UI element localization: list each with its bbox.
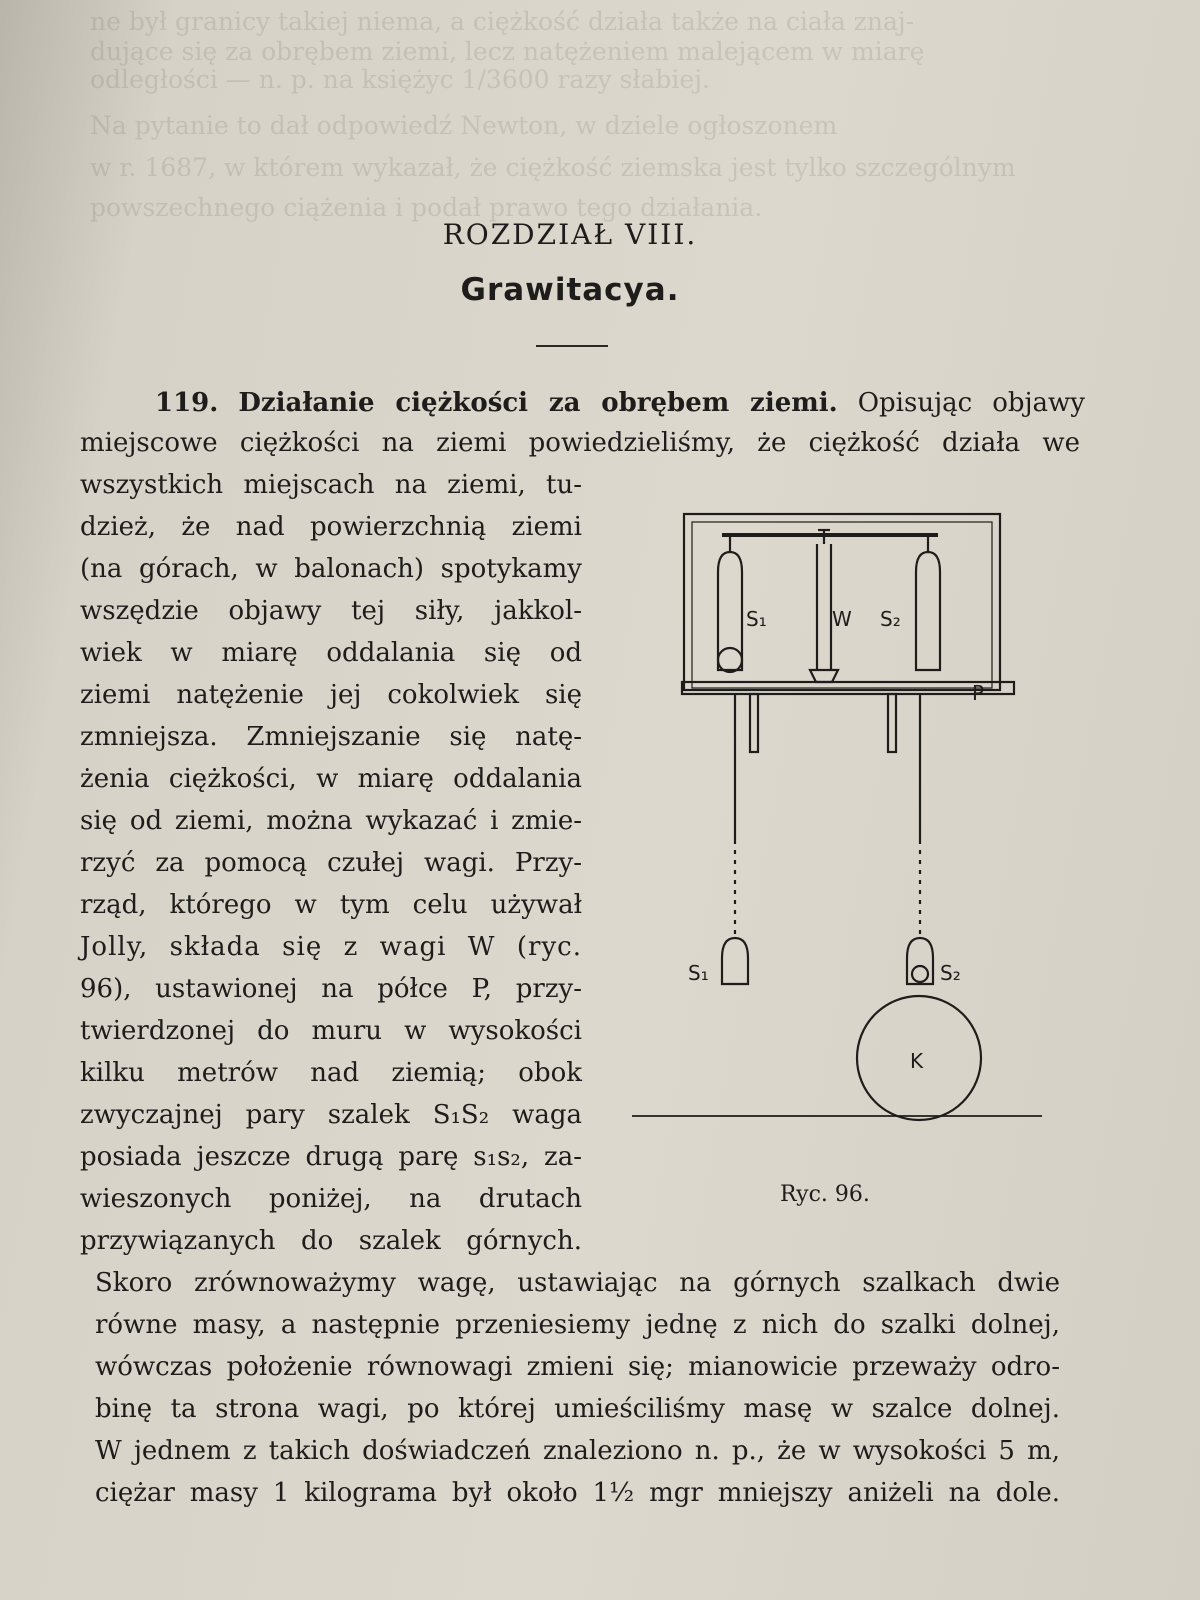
bleed-through-line: w r. 1687, w którem wykazał, że ciężkość ziemska jest tylko szczególnym [90, 153, 1016, 182]
paragraph-line: wiek w miarę oddalania się od [80, 638, 582, 668]
section-lead: Opisując objawy [857, 388, 1086, 418]
paragraph-line: rzyć za pomocą czułej wagi. Przy- [80, 848, 582, 878]
label-lower-right-pan: S₂ [940, 961, 961, 985]
chapter-title: Grawitacya. [460, 272, 680, 308]
paragraph-line: przywiązanych do szalek górnych. [80, 1226, 582, 1256]
paragraph-line: W jednem z takich doświadczeń znaleziono n. p., że w wysokości 5 m, [95, 1436, 1060, 1466]
lower-left-pan [722, 938, 748, 984]
paragraph-line: posiada jeszcze drugą parę s₁s₂, za- [80, 1142, 582, 1172]
label-shelf: P [972, 681, 985, 705]
bleed-through-line: odległości — n. p. na księżyc 1/3600 razy słabiej. [90, 65, 710, 94]
section-heading-line [155, 388, 1085, 418]
title-rule [536, 345, 608, 347]
paragraph-line: wówczas położenie równowagi zmieni się; mianowicie przeważy odro- [95, 1352, 1060, 1382]
paragraph-line: rząd, którego w tym celu używał [80, 890, 582, 920]
paragraph-line: ciężar masy 1 kilograma był około 1½ mgr mniejszy aniżeli na dole. [95, 1478, 1060, 1508]
paragraph-line: żenia ciężkości, w miarę oddalania [80, 764, 582, 794]
paragraph-line: dzież, że nad powierzchnią ziemi [80, 512, 582, 542]
paragraph-line: Skoro zrównoważymy wagę, ustawiając na górnych szalkach dwie [95, 1268, 1060, 1298]
label-balance: W [832, 607, 852, 631]
paragraph-line: się od ziemi, można wykazać i zmie- [80, 806, 582, 836]
paragraph-line: Jolly, składa się z wagi W (ryc. [80, 932, 582, 962]
paragraph-line: kilku metrów nad ziemią; obok [80, 1058, 582, 1088]
paragraph-line: wieszonych poniżej, na drutach [80, 1184, 582, 1214]
paragraph-line: ziemi natężenie jej cokolwiek się [80, 680, 582, 710]
paragraph-line: zwyczajnej pary szalek S₁S₂ waga [80, 1100, 582, 1130]
section-number: 119. [155, 388, 219, 418]
paragraph-line: twierdzonej do muru w wysokości [80, 1016, 582, 1046]
jolly-balance-figure [622, 510, 1072, 1140]
paragraph-line: wszystkich miejscach na ziemi, tu- [80, 470, 582, 500]
paragraph-line: binę ta strona wagi, po której umieściliśmy masę w szalce dolnej. [95, 1394, 1060, 1424]
bleed-through-line: ne był granicy takiej niema, a ciężkość działa także na ciała znaj- [90, 7, 915, 36]
figure-caption: Ryc. 96. [780, 1182, 870, 1207]
paragraph-line: miejscowe ciężkości na ziemi powiedzieliśmy, że ciężkość działa we [80, 428, 1080, 458]
balance-case [684, 514, 1000, 690]
label-upper-left-pan: S₁ [746, 607, 767, 631]
paragraph-line: wszędzie objawy tej siły, jakkol- [80, 596, 582, 626]
paragraph-line: równe masy, a następnie przeniesiemy jednę z nich do szalki dolnej, [95, 1310, 1060, 1340]
bleed-through-line: powszechnego ciążenia i podał prawo tego działania. [90, 193, 763, 222]
label-upper-right-pan: S₂ [880, 607, 901, 631]
chapter-heading: ROZDZIAŁ VIII. [442, 218, 698, 251]
label-sphere: K [910, 1049, 924, 1073]
paragraph-line: 96), ustawionej na półce P, przy- [80, 974, 582, 1004]
paragraph-line: zmniejsza. Zmniejszanie się natę- [80, 722, 582, 752]
bleed-through-line: dujące się za obrębem ziemi, lecz natężeniem malejącem w miarę [90, 37, 925, 66]
label-lower-left-pan: S₁ [688, 961, 709, 985]
bleed-through-line: Na pytanie to dał odpowiedź Newton, w dziele ogłoszonem [90, 111, 838, 140]
lower-right-pan [907, 938, 933, 984]
section-title: Działanie ciężkości za obrębem ziemi. [238, 388, 838, 418]
paragraph-line: (na górach, w balonach) spotykamy [80, 554, 582, 584]
